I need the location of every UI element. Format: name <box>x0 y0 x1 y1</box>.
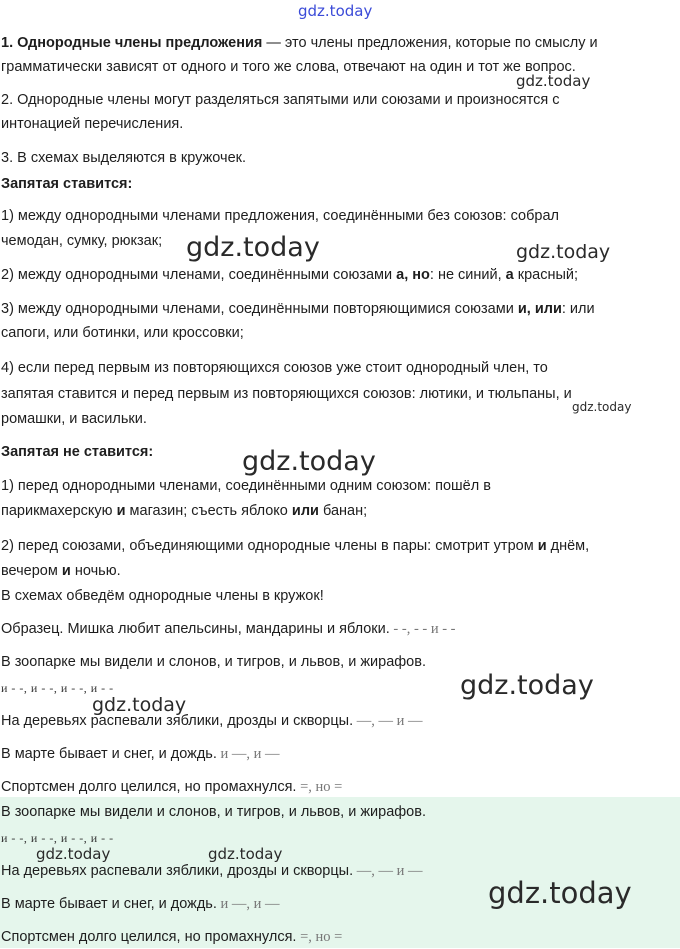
answer-scheme-3: и —, и — <box>216 896 280 912</box>
rule-2-line-1: 2. Однородные члены могут разделяться запятыми или союзами и произносятся с <box>1 92 560 108</box>
sentence-4-line <box>1 775 674 799</box>
rule-1-line-2: грамматически зависят от одного и того же слова, отвечают на один и тот же вопрос. <box>1 59 576 75</box>
watermark: gdz.today <box>488 876 632 910</box>
watermark: gdz.today <box>242 446 376 477</box>
watermark: gdz.today <box>516 241 611 263</box>
sentence-4: Спортсмен долго целился, но промахнулся. <box>1 779 297 795</box>
sample-sentence: Образец. Мишка любит апельсины, мандарины и яблоки. <box>1 621 390 637</box>
conjunction-a-no: а, но <box>396 267 430 283</box>
no-comma-rule-2-text: 2) перед союзами, объединяющими однородные члены в пары: смотрит утром <box>1 538 538 554</box>
conjunction-i-ili: и, или <box>517 301 562 317</box>
comma-rule-1-line-1: 1) между однородными членами предложения, соединёнными без союзов: собрал <box>1 208 559 224</box>
watermark-top: gdz.today <box>298 2 373 20</box>
answer-sentence-1: В зоопарке мы видели и слонов, и тигров, и львов, и жирафов. <box>1 804 426 820</box>
no-comma-rule-1-end: банан; <box>318 503 368 519</box>
no-comma-rule-2-example-2: вечером <box>1 563 62 579</box>
scheme-4: =, но = <box>296 779 343 795</box>
watermark: gdz.today <box>36 845 111 863</box>
no-comma-rule-1-example: магазин; съесть яблоко <box>125 503 292 519</box>
no-comma-rule-1-line-2 <box>1 499 674 523</box>
conjunction-i-pair-2: и <box>61 563 71 579</box>
answer-sentence-4-line <box>1 925 674 949</box>
rule-2-line-2: интонацией перечисления. <box>1 116 184 132</box>
answer-sentence-4: Спортсмен долго целился, но промахнулся. <box>1 929 297 945</box>
sample-scheme: - -, - - и - - <box>389 621 456 637</box>
scheme-2: —, — и — <box>353 713 423 729</box>
no-comma-rule-2-line-2 <box>1 559 674 583</box>
sentence-2: На деревьях распевали зяблики, дрозды и скворцы. <box>1 713 354 729</box>
watermark: gdz.today <box>516 72 591 90</box>
comma-rule-2-text: 2) между однородными членами, соединёнными союзами <box>1 267 397 283</box>
no-comma-rule-1-line-1: 1) перед однородными членами, соединёнными одним союзом: пошёл в <box>1 478 491 494</box>
rule-3: 3. В схемах выделяются в кружочек. <box>1 150 247 166</box>
comma-rule-2-example-end: красный; <box>513 267 579 283</box>
watermark: gdz.today <box>186 232 320 263</box>
answer-sentence-2: На деревьях распевали зяблики, дрозды и скворцы. <box>1 863 354 879</box>
comma-rule-1-line-2: чемодан, сумку, рюкзак; <box>1 233 163 249</box>
no-comma-heading: Запятая не ставится: <box>1 444 154 460</box>
rule-1-definition: — это члены предложения, которые по смыслу и <box>262 35 598 51</box>
sentence-3: В марте бывает и снег, и дождь. <box>1 746 217 762</box>
no-comma-rule-2-example: днём, <box>546 538 590 554</box>
no-comma-rule-2-end: ночью. <box>70 563 121 579</box>
scheme-3: и —, и — <box>216 746 280 762</box>
task-text: В схемах обведём однородные члены в кружок! <box>1 588 324 604</box>
conjunction-a: а <box>505 267 514 283</box>
comma-rule-3-example: : или <box>561 301 595 317</box>
rule-1-line-1 <box>1 31 674 55</box>
comma-rule-2-example: : не синий, <box>429 267 506 283</box>
comma-rule-3-line-1 <box>1 297 674 321</box>
comma-rule-2 <box>1 263 674 287</box>
conjunction-i: и <box>116 503 126 519</box>
scheme-1: и - -, и - -, и - -, и - - <box>1 681 114 695</box>
watermark: gdz.today <box>460 670 594 701</box>
no-comma-rule-2-line-1 <box>1 534 674 558</box>
answer-scheme-2: —, — и — <box>353 863 423 879</box>
comma-rule-3-text: 3) между однородными членами, соединёнными повторяющимися союзами <box>1 301 518 317</box>
comma-rule-4-line-2: запятая ставится и перед первым из повторяющихся союзов: лютики, и тюльпаны, и <box>1 386 572 402</box>
sentence-1: В зоопарке мы видели и слонов, и тигров, и львов, и жирафов. <box>1 654 426 670</box>
comma-rule-4-line-1: 4) если перед первым из повторяющихся союзов уже стоит однородный член, то <box>1 360 548 376</box>
watermark: gdz.today <box>92 694 187 716</box>
comma-heading: Запятая ставится: <box>1 176 133 192</box>
watermark: gdz.today <box>208 845 283 863</box>
answer-scheme-4: =, но = <box>296 929 343 945</box>
rule-1-term: 1. Однородные члены предложения <box>1 35 263 51</box>
comma-rule-3-line-2: сапоги, или ботинки, или кроссовки; <box>1 325 244 341</box>
watermark: gdz.today <box>572 400 632 414</box>
comma-rule-4-line-3: ромашки, и васильки. <box>1 411 147 427</box>
conjunction-i-pair-1: и <box>537 538 547 554</box>
sentence-3-line <box>1 742 674 766</box>
no-comma-rule-1-text: парикмахерскую <box>1 503 117 519</box>
conjunction-ili: или <box>291 503 319 519</box>
answer-scheme-1: и - -, и - -, и - -, и - - <box>1 831 114 845</box>
answer-sentence-3: В марте бывает и снег, и дождь. <box>1 896 217 912</box>
sample-line <box>1 617 674 641</box>
